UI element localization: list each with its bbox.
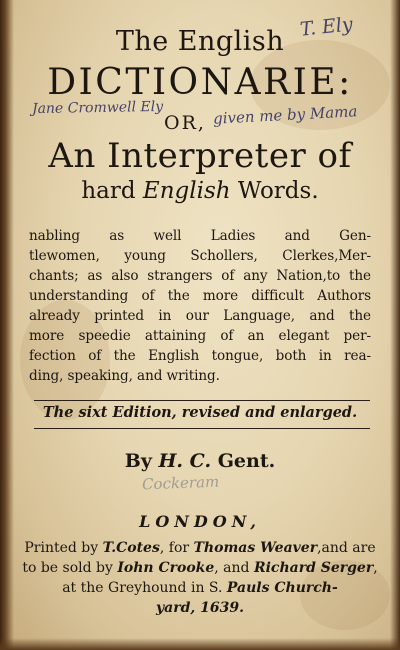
author-by: By [124,450,159,472]
body-text-line: tlewomen, young Schollers, Clerkes,Mer- [29,248,371,264]
body-text-line: understanding of the more difficult Authors [29,288,371,304]
title-dictionarie: DICTIONARIE: [47,62,353,103]
body-text-line: ding, speaking, and writing. [29,368,220,384]
body-text-line: chants; as also strangers of any Nation,to the [29,268,371,284]
bottom-rule [34,428,370,429]
handwritten-gift-note: given me by Mama [212,102,358,128]
imprint-bookseller: Iohn Crooke [117,560,215,576]
imprint-text: , for [159,540,194,556]
title-or: OR, [164,112,206,134]
body-text-line: nabling as well Ladies and Gen- [29,228,371,244]
body-text-line: already printed in our Language, and the [29,308,371,324]
handwritten-owner-name: Jane Cromwell Ely [31,98,164,118]
title-interpreter: An Interpreter of [48,136,352,176]
imprint-date: , 1639. [190,600,244,616]
title-hard: hard [81,178,143,204]
imprint-location: yard [156,600,191,616]
title-words: Words. [230,178,319,204]
title-english: English [142,178,231,204]
imprint-text: at the Greyhound in S. [62,580,227,596]
imprint-printer: T.Cotes [102,540,160,556]
page-edge-bottom [0,638,400,650]
imprint-place: LONDON, [139,512,261,531]
imprint-line [0,600,400,616]
imprint-line [0,560,400,576]
imprint-text: to be sold by [22,560,118,576]
title-hard-words [0,178,400,204]
edition-statement: The sixt Edition, revised and enlarged. [42,404,358,421]
page-edge-left [0,0,14,650]
imprint-bookseller: Richard Serger [253,560,374,576]
page-edge-right [390,0,400,650]
body-text-line: fection of the English tongue, both in rea- [29,348,371,364]
imprint-text: Printed by [24,540,103,556]
imprint-text: , [373,560,378,576]
imprint-location: Pauls Church- [226,580,338,596]
imprint-text: ,and are [317,540,376,556]
pencil-annotation: Cockeram [141,472,220,494]
handwritten-corner-note: T. Ely [298,13,354,41]
body-text-line: more speedie attaining of an elegant per- [29,328,371,344]
imprint-text: , and [214,560,254,576]
top-rule [34,400,370,401]
imprint-line [0,540,400,556]
title-line-1: The English [115,26,285,57]
author-initials: H. C. [158,450,212,472]
imprint-line [0,580,400,596]
author-gent: Gent. [211,450,276,472]
imprint-publisher: Thomas Weaver [193,540,318,556]
author-line [0,450,400,472]
